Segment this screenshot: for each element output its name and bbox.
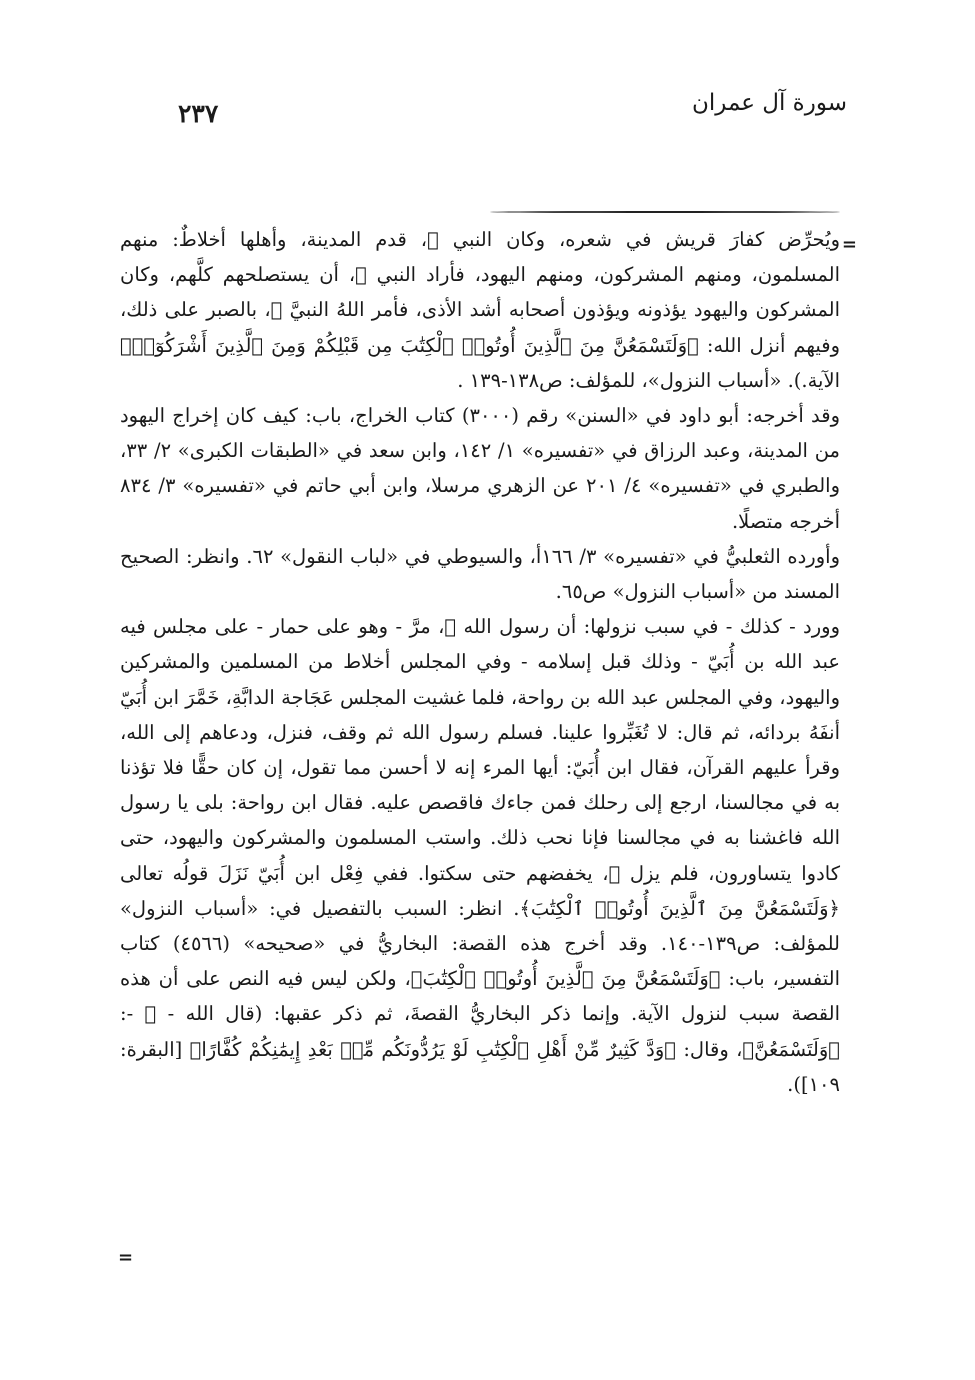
footnote-separator-rule (490, 211, 840, 213)
footnote-paragraph: ويُحرِّض كفارَ قريش في شعره، وكان النبي ﷺ، قدم المدينة، وأهلها أخلاطٌ: منهم المسلمون، ومنهم المشركون، ومنهم اليهود، فأراد النبي ﷺ، أن يستصلحهم كلَّهم، وكان المشركون واليهود يؤذونه ويؤذون أصحابه أشد الأذى، فأمر اللهُ النبيَّ ﷺ، بالصبر على ذلك، وفيهم أنزل الله: ﴿وَلَتَسْمَعُنَّ مِنَ ٱلَّذِينَ أُوتُوا۟ ٱلْكِتَٰبَ مِن قَبْلِكُمْ وَمِنَ ٱلَّذِينَ أَشْرَكُوٓا۟﴾ الآية.). «أسباب النزول»، للمؤلف: ص١٣٨-١٣٩ . (120, 228, 840, 392)
footnote-paragraph: وورد - كذلك - في سبب نزولها: أن رسول الله ﷺ، مرَّ - وهو على حمار - على مجلس فيه عبد الله بن أُبَيّ - وذلك قبل إسلامه - وفي المجلس أخلاط من المسلمين والمشركين واليهود، وفي المجلس عبد الله بن رواحة، فلما غشيت المجلس عَجَاجة الدابَّةِ، خَمَّرَ ابن أُبَيّ أنفَهُ بردائه، ثم قال: لا تُغَبِّروا علينا. فسلم رسول الله ثم وقف، فنزل، ودعاهم إلى الله، وقرأ عليهم القرآن، فقال ابن أُبَيّ: أيها المرء إنه لا أحسن مما تقول، إن كان حقًّا فلا تؤذنا به في مجالسنا، ارجع إلى رحلك فمن جاءك فاقصص عليه. فقال ابن رواحة: بلى يا رسول الله فاغشنا به في مجالسنا فإنا نحب ذلك. واستب المسلمون والمشركون واليهود، حتى كادوا يتساورون، فلم يزل ﷺ، يخفضهم حتى سكتوا. ففي فِعْل ابن أُبَيّ نَزَلَ قولُه تعالى ﴿وَلَتَسْمَعُنَّ مِنَ ٱلَّذِينَ أُوتُوا۟ ٱلْكِتَٰبَ﴾. انظر: السبب بالتفصيل في: «أسباب النزول» للمؤلف: ص١٣٩-١٤٠. وقد أخرج هذه القصة: البخاريُّ في «صحيحه» (٤٥٦٦) كتاب التفسير، باب: ﴿وَلَتَسْمَعُنَّ مِنَ ٱلَّذِينَ أُوتُوا۟ ٱلْكِتَٰبَ﴾، ولكن ليس فيه النص على أن هذه القصة سبب لنزول الآية. وإنما ذكر البخاريُّ القصةَ، ثم ذكر عقبها: (قال الله - ﷻ -: ﴿وَلَتَسْمَعُنَّ﴾، وقال: ﴿وَدَّ كَثِيرٌ مِّنْ أَهْلِ ٱلْكِتَٰبِ لَوْ يَرُدُّونَكُم مِّنۢ بَعْدِ إِيمَٰنِكُمْ كُفَّارًا﴾ [البقرة: ١٠٩]). (120, 615, 840, 1096)
page-header (0, 0, 975, 150)
page-number: ٢٣٧ (178, 99, 219, 128)
continuation-mark-bottom: = (118, 1247, 134, 1268)
footnote-paragraph: وأورده الثعلبيُّ في «تفسيره» ٣/ ١٦٦أ، والسيوطي في «لباب النقول» ٦٢. وانظر: الصحيح المسند من «أسباب النزول» ص٦٥. (120, 544, 840, 604)
footnote-paragraph: وقد أخرجه: أبو داود في «السنن» رقم (٣٠٠٠) كتاب الخراج، باب: كيف كان إخراج اليهود من المدينة، وعبد الرزاق في «تفسيره» ١/ ١٤٢، وابن سعد في «الطبقات الكبرى» ٢/ ٣٣، والطبري في «تفسيره» ٤/ ٢٠١ عن الزهري مرسلا، وابن أبي حاتم في «تفسيره» ٣/ ٨٣٤ أخرجه متصلًا. (120, 404, 840, 533)
surah-title: سورة آل عمران (691, 90, 847, 116)
continuation-mark-top: = (841, 234, 857, 255)
footnote-body (120, 222, 840, 1102)
